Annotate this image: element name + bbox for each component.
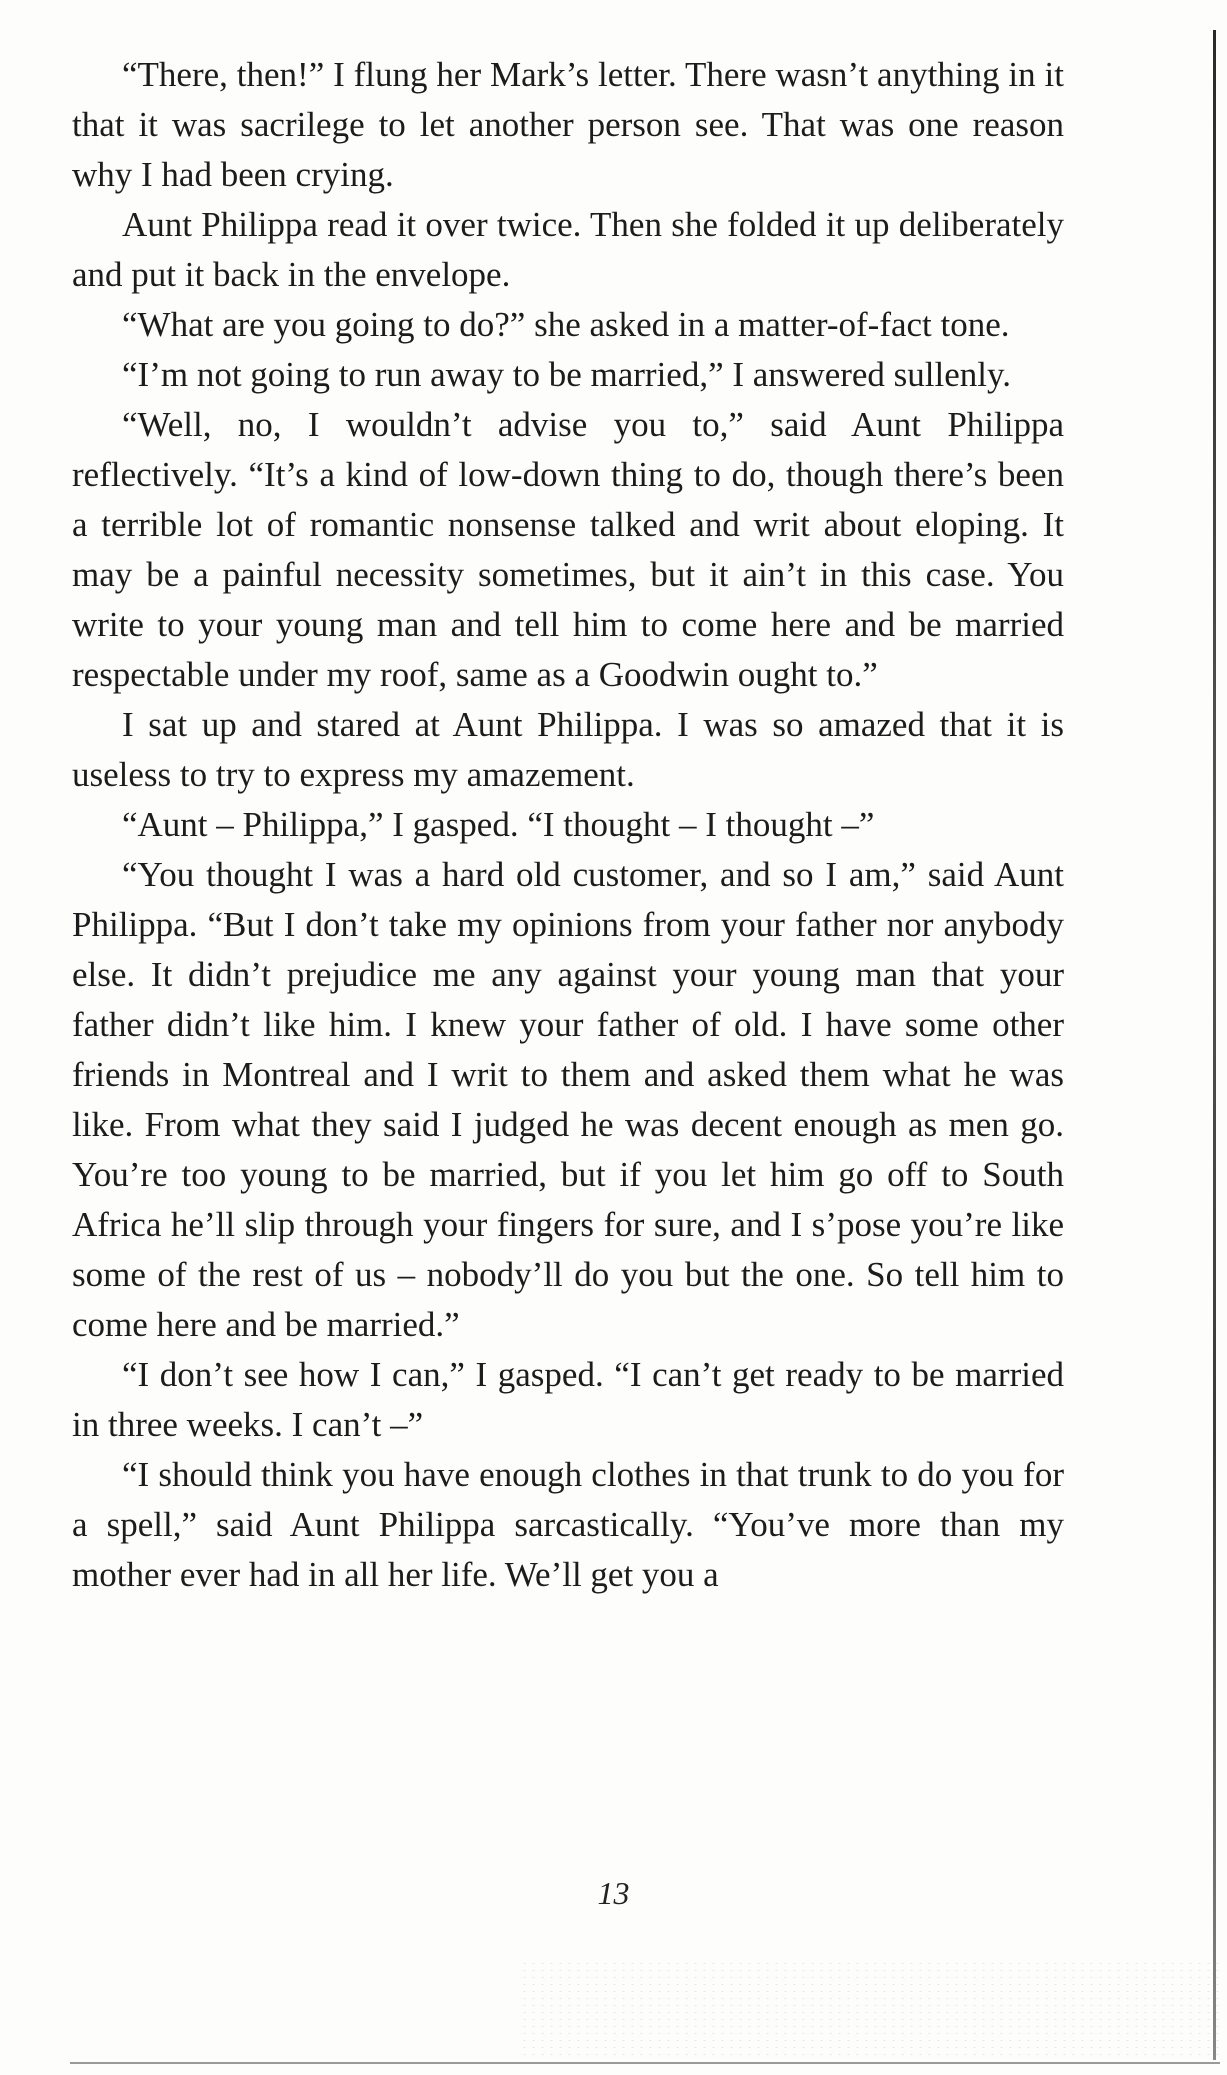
paragraph: “What are you going to do?” she asked in a matter-of-fact tone. — [122, 305, 1010, 344]
paragraph: “There, then!” I flung her Mark’s letter. There wasn’t anything in it that it was sacrilege to let another person see. That was one reason why I had been crying. — [72, 55, 1064, 194]
page-number: 13 — [597, 1875, 630, 1911]
paper-speckle — [520, 1960, 1220, 2060]
paragraph: “I’m not going to run away to be married,” I answered sullenly. — [122, 355, 1011, 394]
paragraph: “Aunt – Philippa,” I gasped. “I thought – I thought –” — [122, 805, 875, 844]
body-text — [72, 50, 1064, 1600]
paragraph: “You thought I was a hard old customer, and so I am,” said Aunt Philippa. “But I don’t take my opinions from your father nor anybody else. It didn’t prejudice me any against your young man that your father didn’t like him. I knew your father of old. I have some other friends in Montreal and I writ to them and asked them what he was like. From what they said I judged he was decent enough as men go. You’re too young to be married, but if you let him go off to South Africa he’ll slip through your fingers for sure, and I s’pose you’re like some of the rest of us – nobody’ll do you but the one. So tell him to come here and be married.” — [72, 855, 1064, 1344]
paragraph: I sat up and stared at Aunt Philippa. I was so amazed that it is useless to try to express my amazement. — [72, 705, 1064, 794]
paragraph: “I don’t see how I can,” I gasped. “I can’t get ready to be married in three weeks. I can’t –” — [72, 1355, 1064, 1444]
page-bottom-edge — [70, 2062, 1220, 2064]
paragraph: “I should think you have enough clothes in that trunk to do you for a spell,” said Aunt Philippa sarcastically. “You’ve more than my mother ever had in all her life. We’ll get you a — [72, 1455, 1064, 1594]
page-edge-rule — [1213, 30, 1216, 2060]
paragraph: Aunt Philippa read it over twice. Then she folded it up deliberately and put it back in the envelope. — [72, 205, 1064, 294]
paragraph: “Well, no, I wouldn’t advise you to,” said Aunt Philippa reflectively. “It’s a kind of low-down thing to do, though there’s been a terrible lot of romantic nonsense talked and writ about eloping. It may be a painful necessity sometimes, but it ain’t in this case. You write to your young man and tell him to come here and be married respectable under my roof, same as a Goodwin ought to.” — [72, 405, 1064, 694]
